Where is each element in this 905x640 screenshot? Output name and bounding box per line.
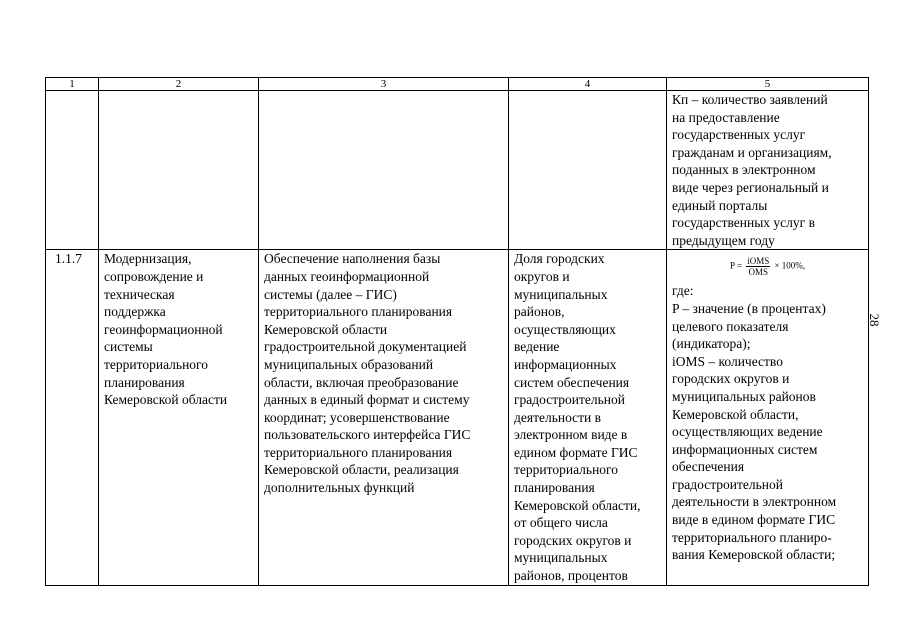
text-line: округов и — [514, 268, 570, 284]
text-line: координат; усовершенствование — [264, 409, 450, 425]
text-line: единый порталы — [672, 197, 768, 213]
text-line: техническая — [104, 286, 175, 302]
header-cell-3: 3 — [259, 78, 509, 91]
row1-cell-2 — [99, 91, 259, 250]
text-line: Кемеровской области, — [672, 406, 799, 422]
text-line: электронном виде в — [514, 427, 628, 443]
text-line: территориального — [104, 356, 208, 372]
text-line: территориального планирования — [264, 304, 453, 320]
text-line: P – значение (в процентах) — [672, 300, 826, 316]
text-line: на предоставление — [672, 109, 780, 125]
row2-measure-name — [99, 250, 259, 585]
text-line: осуществляющих — [514, 321, 616, 337]
text-line: градостроительной — [514, 392, 625, 408]
text-line: поддержка — [104, 304, 166, 320]
text-line: планирования — [514, 480, 595, 496]
text-line: городских округов и — [672, 371, 790, 387]
text-line: Кемеровской области — [104, 392, 228, 408]
formula-fraction — [746, 256, 770, 277]
row1-cell-1 — [46, 91, 99, 250]
text-line: государственных услуг — [672, 127, 806, 143]
text-line: Кемеровской области, реализация — [264, 462, 459, 478]
text-line: информационных — [514, 356, 617, 372]
text-line: городских округов и — [514, 532, 632, 548]
formula-lhs: P = — [729, 260, 742, 271]
text-line: гражданам и организациям, — [672, 144, 832, 160]
text-line: дополнительных функций — [264, 480, 415, 496]
row2-calculation — [667, 250, 869, 585]
document-table — [45, 77, 869, 586]
text-line: виде через региональный и — [672, 179, 829, 195]
text-line: Обеспечение наполнения базы — [264, 251, 441, 267]
row2-calculation-text — [672, 282, 863, 564]
text-line: обеспечения — [672, 459, 745, 475]
text-line: целевого показателя — [672, 318, 789, 334]
table-row-continuation — [46, 91, 869, 250]
text-line: вания Кемеровской области; — [672, 547, 836, 563]
formula-denominator: OMS — [748, 267, 768, 278]
header-cell-4: 4 — [509, 78, 667, 91]
formula-rhs: × 100%, — [774, 260, 806, 271]
text-line: виде в едином формате ГИС — [672, 512, 836, 528]
row1-cell-4 — [509, 91, 667, 250]
text-line: районов, — [514, 304, 565, 320]
text-line: Модернизация, — [104, 251, 192, 267]
text-line: геоинформационной — [104, 321, 223, 337]
header-cell-1: 1 — [46, 78, 99, 91]
text-line: предыдущем году — [672, 232, 775, 248]
text-line: где: — [672, 283, 694, 299]
text-line: Доля городских — [514, 251, 605, 267]
text-line: области, включая преобразование — [264, 374, 459, 390]
formula — [672, 250, 863, 282]
row2-indicator — [509, 250, 667, 585]
text-line: градостроительной документацией — [264, 339, 467, 355]
text-line: территориального — [514, 462, 618, 478]
header-cell-2: 2 — [99, 78, 259, 91]
text-line: данных в единый формат и систему — [264, 392, 470, 408]
table-row-1-1-7 — [46, 250, 869, 585]
text-line: градостроительной — [672, 476, 783, 492]
header-cell-5: 5 — [667, 78, 869, 91]
row2-measure-description — [259, 250, 509, 585]
text-line: от общего числа — [514, 515, 608, 531]
text-line: деятельности в — [514, 409, 602, 425]
text-line: муниципальных — [514, 550, 608, 566]
text-line: Кемеровской области, — [514, 497, 641, 513]
text-line: территориального планиро- — [672, 529, 832, 545]
text-line: осуществляющих ведение — [672, 424, 823, 440]
text-line: ведение — [514, 339, 560, 355]
text-line: сопровождение и — [104, 268, 204, 284]
text-line: Кп – количество заявлений — [672, 92, 828, 107]
text-line: информационных систем — [672, 441, 818, 457]
text-line: пользовательского интерфейса ГИС — [264, 427, 471, 443]
text-line: территориального планирования — [264, 444, 453, 460]
text-line: деятельности в электронном — [672, 494, 837, 510]
page-number: 28 — [867, 313, 882, 327]
row1-cell-3 — [259, 91, 509, 250]
text-line: системы — [104, 339, 153, 355]
text-line: планирования — [104, 374, 185, 390]
row1-cell-5 — [667, 91, 869, 250]
text-line: муниципальных образований — [264, 356, 434, 372]
text-line: Кемеровской области — [264, 321, 388, 337]
text-line: районов, процентов — [514, 568, 628, 584]
text-line: (индикатора); — [672, 336, 751, 352]
text-line: системы (далее – ГИС) — [264, 286, 397, 302]
formula-numerator: iOMS — [747, 256, 770, 267]
text-line: муниципальных районов — [672, 388, 816, 404]
text-line: муниципальных — [514, 286, 608, 302]
table-header-row — [46, 78, 869, 91]
text-line: iOMS – количество — [672, 353, 783, 369]
text-line: государственных услуг в — [672, 215, 815, 231]
text-line: поданных в электронном — [672, 162, 816, 178]
text-line: систем обеспечения — [514, 374, 630, 390]
text-line: данных геоинформационной — [264, 268, 430, 284]
row2-number: 1.1.7 — [46, 250, 99, 585]
text-line: едином формате ГИС — [514, 444, 638, 460]
